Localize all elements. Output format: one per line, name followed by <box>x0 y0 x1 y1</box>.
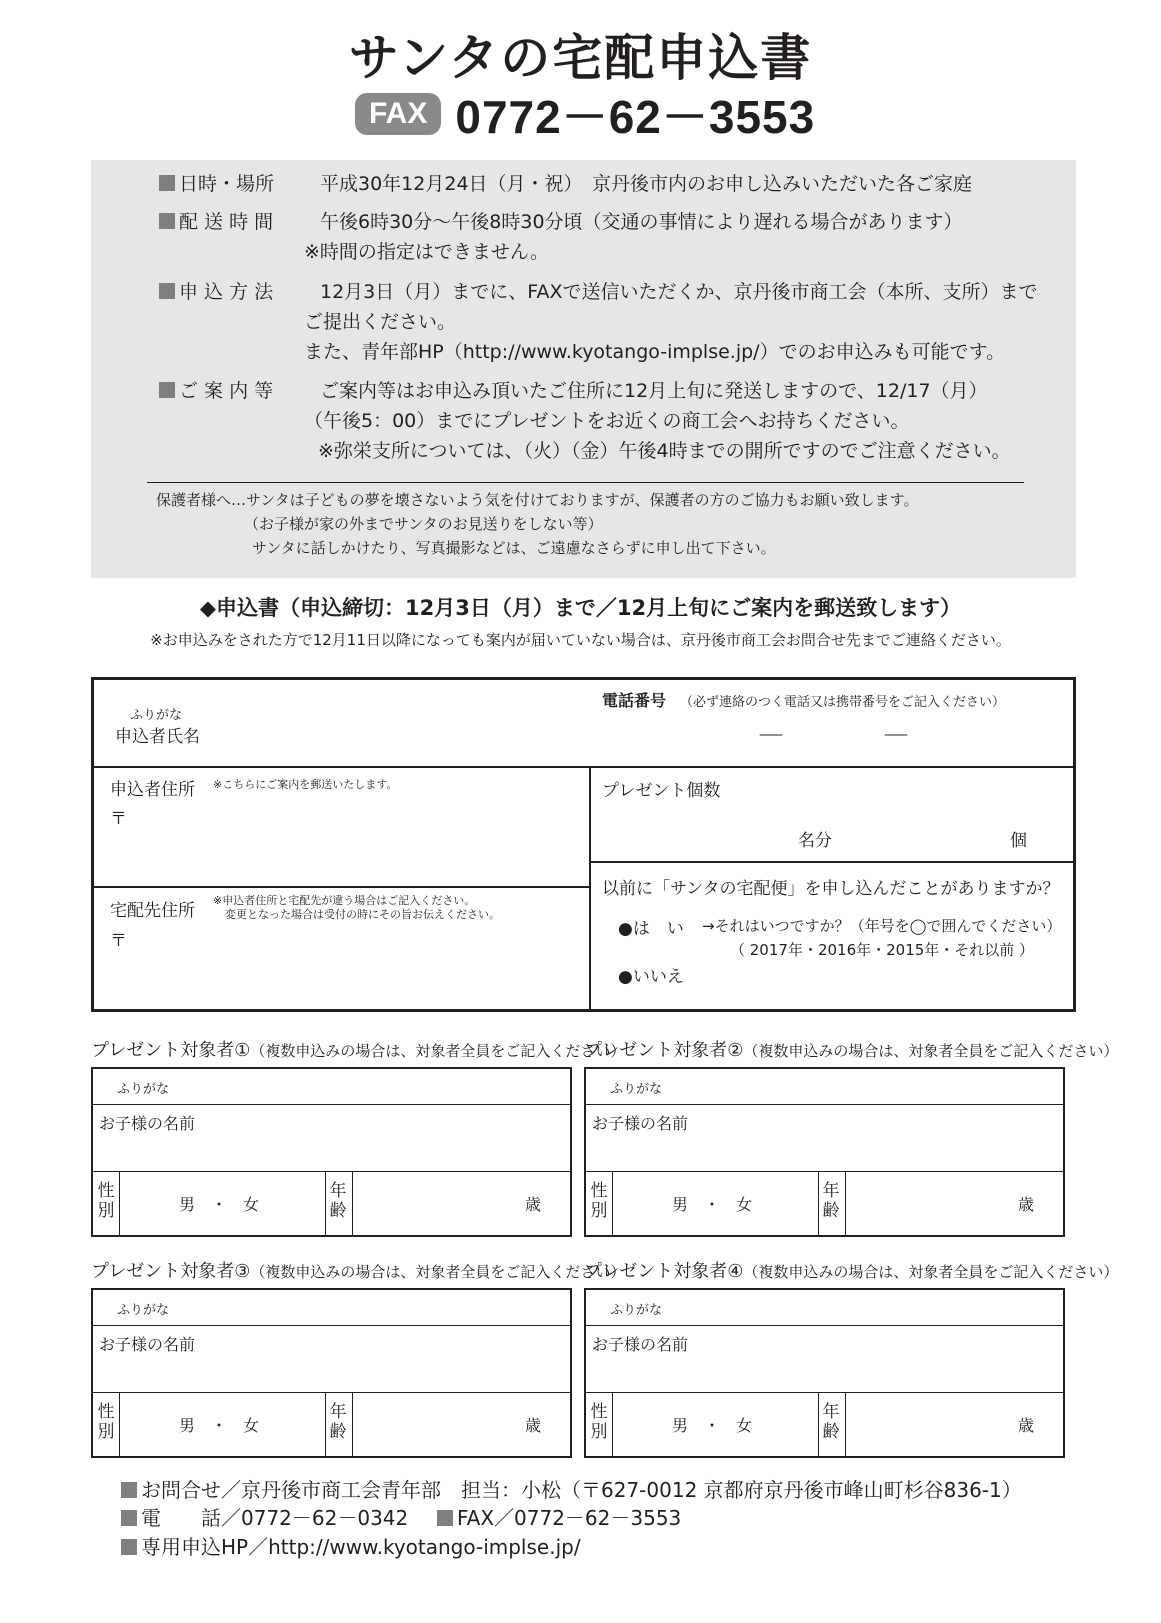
guardian-note-2: （お子様が家の外までサンタのお見送りをしない等） <box>244 515 603 533</box>
info-apply-text3: また、青年部HP（http://www.kyotango-implse.jp/）でのお申込みも可能です。 <box>304 341 1006 363</box>
info-guide-text2: （午後5：00）までにプレゼントをお近くの商工会へお持ちください。 <box>304 410 910 432</box>
age-unit: 歳 <box>1018 1416 1035 1435</box>
form-divider <box>94 886 589 888</box>
footer-fax: FAX／0772－62－3553 <box>456 1506 682 1530</box>
page-title: サンタの宅配申込書 <box>348 29 813 87</box>
fax-number: 0772－62－3553 <box>455 91 816 143</box>
info-divider <box>147 482 1024 483</box>
age-label: 年 齢 <box>822 1181 840 1221</box>
years-options[interactable]: （ 2017年・2016年・2015年・それ以前 ） <box>730 941 1035 959</box>
form-divider <box>589 766 591 1009</box>
child-box-1 <box>91 1067 572 1237</box>
child-box-4 <box>584 1288 1065 1458</box>
square-bullet-icon <box>159 213 175 229</box>
item-unit: 個 <box>1010 831 1027 851</box>
child-box-2 <box>584 1067 1065 1237</box>
footer-web-link[interactable]: 専用申込HP／http://www.kyotango-implse.jp/ <box>141 1535 581 1559</box>
applicant-furigana: ふりがな <box>130 708 183 723</box>
guardian-note-1: 保護者様へ…サンタは子どもの夢を壊さないよう気を付けておりますが、保護者の方のご協力もお願い致します。 <box>156 491 919 509</box>
child-furigana: ふりがな <box>117 1303 170 1318</box>
info-date-row <box>159 169 972 199</box>
square-bullet-icon <box>159 175 175 191</box>
delivery-address-label[interactable]: 宅配先住所 <box>110 901 195 921</box>
info-delivery-label: 配 送 時 間 <box>179 211 274 233</box>
child-box-3 <box>91 1288 572 1458</box>
square-bullet-icon <box>121 1510 137 1526</box>
gender-label: 性 別 <box>590 1181 608 1221</box>
child-2-title: プレゼント対象者②（複数申込みの場合は、対象者全員をご記入ください） <box>584 1040 1119 1061</box>
child-name-label[interactable]: お子様の名前 <box>592 1114 689 1133</box>
footer-phone: 電 話／0772－62－0342 <box>141 1506 409 1530</box>
square-bullet-icon <box>121 1482 137 1498</box>
no-option[interactable]: ●いいえ <box>618 967 684 987</box>
footer-phone-fax <box>121 1503 681 1533</box>
yes-option[interactable]: ●は い <box>618 919 684 939</box>
child-name-label[interactable]: お子様の名前 <box>592 1335 689 1354</box>
address-label[interactable]: 申込者住所 <box>110 780 195 800</box>
info-apply-row <box>159 277 1037 307</box>
gender-label: 性 別 <box>97 1402 115 1442</box>
child-furigana: ふりがな <box>610 1303 663 1318</box>
child-3-title: プレゼント対象者③（複数申込みの場合は、対象者全員をご記入ください） <box>91 1261 626 1282</box>
info-date-text: 平成30年12月24日（月・祝） 京丹後市内のお申し込みいただいた各ご家庭 <box>320 173 973 195</box>
age-unit: 歳 <box>525 1195 542 1214</box>
info-apply-text2: ご提出ください。 <box>304 311 457 333</box>
applicant-name-label[interactable]: 申込者氏名 <box>115 727 200 747</box>
present-count-label[interactable]: プレゼント個数 <box>602 781 721 801</box>
age-label: 年 齢 <box>329 1402 347 1442</box>
phone-label[interactable]: 電話番号 <box>602 691 667 710</box>
applicant-form <box>91 677 1076 1012</box>
yes-followup: →それはいつですか？（年号を◯で囲んでください） <box>702 917 1062 935</box>
info-guide-text3: ※弥栄支所については、（火）（金）午後4時までの開所ですのでご注意ください。 <box>318 440 1011 462</box>
form-title: ◆申込書（申込締切：12月3日（月）まで／12月上旬にご案内を郵送致します） <box>199 596 962 620</box>
people-unit: 名分 <box>798 831 832 851</box>
age-unit: 歳 <box>1018 1195 1035 1214</box>
footer-web <box>121 1532 581 1562</box>
info-date-label: 日時・場所 <box>179 173 275 195</box>
gender-options[interactable]: 男 ・ 女 <box>179 1416 260 1435</box>
gender-options[interactable]: 男 ・ 女 <box>672 1416 753 1435</box>
age-label: 年 齢 <box>329 1181 347 1221</box>
info-guide-label: ご 案 内 等 <box>179 380 274 402</box>
square-bullet-icon <box>121 1539 137 1555</box>
age-label: 年 齢 <box>822 1402 840 1442</box>
info-delivery-row <box>159 207 963 237</box>
child-name-label[interactable]: お子様の名前 <box>99 1114 196 1133</box>
info-delivery-note: ※時間の指定はできません。 <box>304 241 550 263</box>
delivery-note-2: 変更となった場合は受付の時にその旨お伝えください。 <box>225 908 500 921</box>
delivery-note-1: ※申込者住所と宅配先が違う場合はご記入ください。 <box>213 894 476 907</box>
fax-header <box>355 84 815 144</box>
info-delivery-text: 午後6時30分～午後8時30分頃（交通の事情により遅れる場合があります） <box>320 211 963 233</box>
postal-mark: 〒 <box>110 809 127 829</box>
phone-dash-2: — <box>883 727 909 743</box>
child-4-title: プレゼント対象者④（複数申込みの場合は、対象者全員をご記入ください） <box>584 1261 1119 1282</box>
gender-label: 性 別 <box>590 1402 608 1442</box>
child-furigana: ふりがな <box>610 1082 663 1097</box>
guardian-note-3: サンタに話しかけたり、写真撮影などは、ご遠慮なさらずに申し出て下さい。 <box>252 539 776 557</box>
info-guide-text: ご案内等はお申込み頂いたご住所に12月上旬に発送しますので、12/17（月） <box>320 380 988 402</box>
postal-mark-2: 〒 <box>110 931 127 951</box>
child-name-label[interactable]: お子様の名前 <box>99 1335 196 1354</box>
form-divider <box>94 766 1073 768</box>
square-bullet-icon <box>159 283 175 299</box>
info-apply-text: 12月3日（月）までに、FAXで送信いただくか、京丹後市商工会（本所、支所）まで <box>320 281 1038 303</box>
info-apply-label: 申 込 方 法 <box>179 281 274 303</box>
gender-label: 性 別 <box>97 1181 115 1221</box>
form-divider <box>589 861 1073 863</box>
form-note: ※お申込みをされた方で12月11日以降になっても案内が届いていない場合は、京丹後市商工会お問合せ先までご連絡ください。 <box>150 631 1011 649</box>
gender-options[interactable]: 男 ・ 女 <box>672 1195 753 1214</box>
age-unit: 歳 <box>525 1416 542 1435</box>
phone-note: （必ず連絡のつく電話又は携帯番号をご記入ください） <box>680 695 1006 710</box>
fax-badge: FAX <box>355 93 441 135</box>
child-furigana: ふりがな <box>117 1082 170 1097</box>
previous-question: 以前に「サンタの宅配便」を申し込んだことがありますか？ <box>602 879 1060 899</box>
info-guide-row <box>159 376 988 406</box>
gender-options[interactable]: 男 ・ 女 <box>179 1195 260 1214</box>
phone-dash-1: — <box>758 727 784 743</box>
square-bullet-icon <box>159 382 175 398</box>
square-bullet-icon <box>437 1510 453 1526</box>
address-note: ※こちらにご案内を郵送いたします。 <box>213 778 398 791</box>
footer-contact: お問合せ／京丹後市商工会青年部 担当：小松（〒627-0012 京都府京丹後市峰山町杉谷836-1） <box>121 1475 1022 1505</box>
child-1-title: プレゼント対象者①（複数申込みの場合は、対象者全員をご記入ください） <box>91 1040 626 1061</box>
